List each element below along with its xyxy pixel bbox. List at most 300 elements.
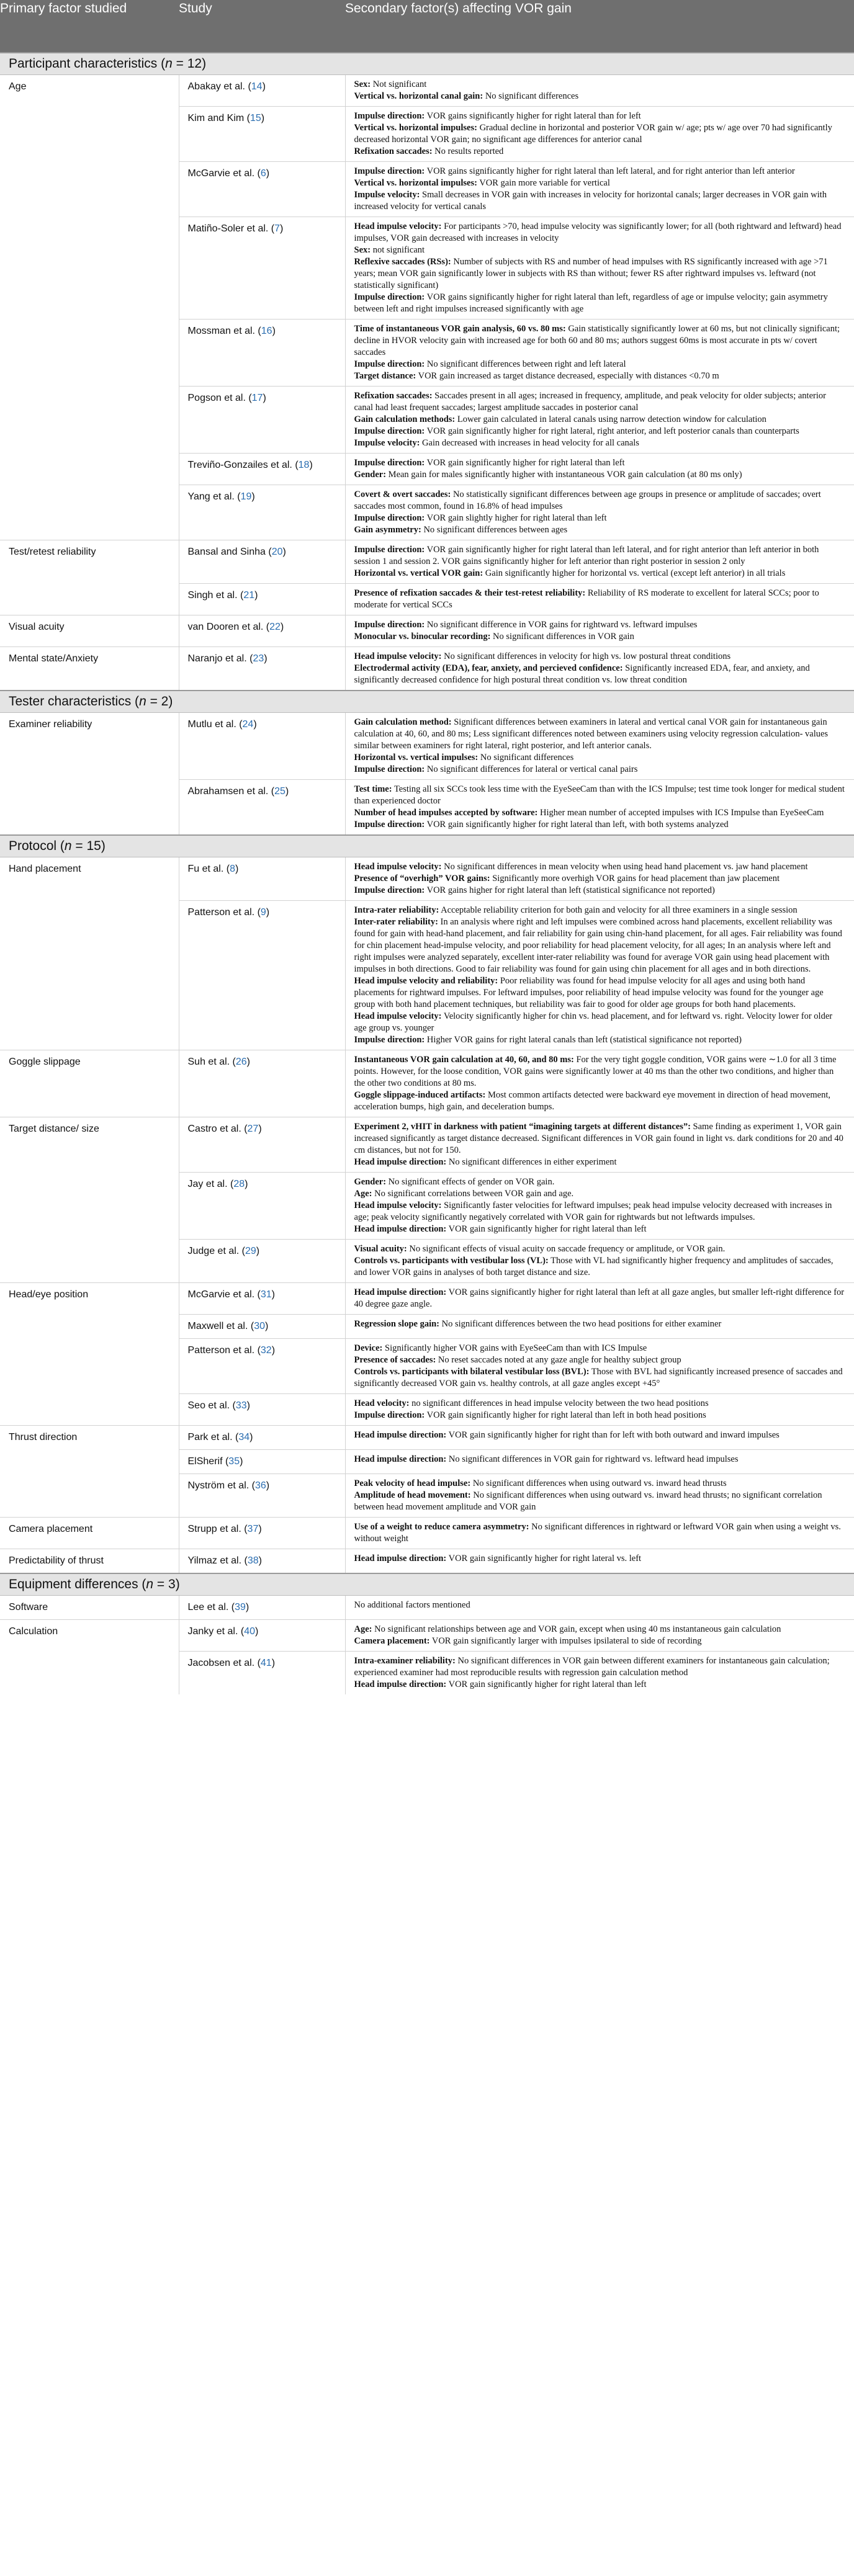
finding-text: VOR gains significantly higher for right lateral than for left xyxy=(425,111,641,121)
finding-label: Horizontal vs. vertical VOR gain: xyxy=(354,568,483,578)
finding-line xyxy=(354,717,846,752)
finding-label: Age: xyxy=(354,1624,372,1634)
section-title xyxy=(0,53,854,75)
secondary-factors-cell xyxy=(345,1339,854,1394)
finding-label: Head impulse velocity: xyxy=(354,1011,442,1021)
secondary-factors-cell xyxy=(345,1518,854,1549)
finding-line xyxy=(354,1223,846,1235)
finding-line xyxy=(354,91,846,102)
finding-line xyxy=(354,1655,846,1679)
study-cell xyxy=(179,1240,345,1283)
study-cell xyxy=(179,713,345,780)
finding-label: Head impulse velocity: xyxy=(354,1201,442,1210)
finding-label: Amplitude of head movement: xyxy=(354,1490,471,1500)
finding-text: No significant differences xyxy=(483,91,579,101)
reference-link[interactable]: 30 xyxy=(254,1321,265,1331)
header-study: Study xyxy=(179,0,345,53)
finding-label: Time of instantaneous VOR gain analysis, 60 vs. 80 ms: xyxy=(354,324,566,334)
finding-line xyxy=(354,807,846,819)
finding-line xyxy=(354,1156,846,1168)
finding-label: Impulse direction: xyxy=(354,359,425,369)
study-cell xyxy=(179,1283,345,1315)
finding-label: Impulse direction: xyxy=(354,820,425,830)
reference-link[interactable]: 6 xyxy=(260,168,266,179)
finding-line xyxy=(354,1243,846,1255)
study-author: Naranjo et al. ( xyxy=(187,653,253,664)
study-cell xyxy=(179,615,345,647)
study-author: Castro et al. ( xyxy=(187,1124,248,1134)
study-ref-close: ) xyxy=(240,1456,243,1467)
finding-line xyxy=(354,1188,846,1200)
finding-text: Small decreases in VOR gain with increases in velocity for horizontal canals; larger decreases in VOR gain with increased velocity for vertical canals xyxy=(354,190,827,212)
reference-link[interactable]: 33 xyxy=(235,1400,247,1411)
primary-factor-cell: Hand placement xyxy=(0,857,179,1050)
finding-line xyxy=(354,544,846,568)
finding-text: No significant differences for lateral or vertical canal pairs xyxy=(425,764,638,774)
table-row xyxy=(0,1596,854,1620)
finding-line xyxy=(354,885,846,897)
finding-label: Gain calculation methods: xyxy=(354,414,456,424)
section-title-n: n xyxy=(146,1577,154,1591)
finding-text: VOR gain significantly higher for right than for left with both outward and inward impulses xyxy=(446,1430,780,1440)
finding-label: Presence of “overhigh” VOR gains: xyxy=(354,874,490,883)
reference-link[interactable]: 32 xyxy=(260,1345,272,1356)
study-cell xyxy=(179,75,345,107)
study-ref-close: ) xyxy=(271,1345,276,1356)
study-cell xyxy=(179,857,345,901)
secondary-factors-cell xyxy=(345,1474,854,1518)
study-cell xyxy=(179,1050,345,1117)
finding-text: Those with VL had significantly higher frequency and amplitudes of saccades, and lower VOR gains in analyses of both target distance and size. xyxy=(354,1256,834,1277)
finding-text: Higher mean number of accepted impulses with ICS Impulse than EyeSeeCam xyxy=(537,808,824,818)
study-author: van Dooren et al. ( xyxy=(187,622,270,632)
finding-line xyxy=(354,1343,846,1354)
section-title-suffix: = 15) xyxy=(71,839,106,853)
finding-label: Head impulse direction: xyxy=(354,1679,447,1689)
finding-label: Camera placement: xyxy=(354,1636,430,1646)
finding-label: Gender: xyxy=(354,470,387,480)
finding-label: Inter-rater reliability: xyxy=(354,917,438,927)
finding-label: Refixation saccades: xyxy=(354,146,433,156)
study-author: Nyström et al. ( xyxy=(187,1480,255,1491)
study-ref-close: ) xyxy=(255,1626,259,1637)
study-ref-close: ) xyxy=(266,907,270,918)
secondary-factors-cell xyxy=(345,540,854,584)
finding-text: Reliability of RS moderate to excellent for lateral SCCs; poor to moderate for vertical SCCs xyxy=(354,588,819,610)
finding-line xyxy=(354,1521,846,1545)
finding-line xyxy=(354,1034,846,1046)
finding-label: Gain calculation method: xyxy=(354,717,452,727)
finding-text: For participants >70, head impulse velocity was significantly lower; for all (both rightward and leftward) head impulses, VOR gain decreased with increases in velocity xyxy=(354,221,842,243)
finding-text: no significant differences in head impulse velocity between the two head positions xyxy=(409,1398,709,1408)
reference-link[interactable]: 7 xyxy=(274,223,281,234)
finding-label: Impulse direction: xyxy=(354,545,425,555)
study-author: Kim and Kim ( xyxy=(187,113,250,123)
study-ref-close: ) xyxy=(263,393,266,403)
finding-label: Impulse direction: xyxy=(354,513,425,523)
finding-label: Impulse direction: xyxy=(354,111,425,121)
reference-link[interactable]: 31 xyxy=(260,1289,272,1300)
finding-line xyxy=(354,166,846,177)
secondary-factors-cell xyxy=(345,1620,854,1652)
finding-line xyxy=(354,588,846,611)
secondary-factors-cell xyxy=(345,387,854,454)
reference-link[interactable]: 20 xyxy=(271,547,283,557)
finding-line xyxy=(354,437,846,449)
primary-factor-cell: Head/eye position xyxy=(0,1283,179,1426)
finding-label: Gain asymmetry: xyxy=(354,525,421,535)
study-ref-close: ) xyxy=(246,1400,250,1411)
table-body xyxy=(0,53,854,1694)
study-ref-close: ) xyxy=(256,1246,260,1256)
finding-line xyxy=(354,631,846,643)
finding-line xyxy=(354,457,846,469)
study-ref-close: ) xyxy=(258,1124,262,1134)
section-title-prefix: Protocol ( xyxy=(9,839,65,853)
finding-label: Controls vs. participants with bilateral vestibular loss (BVL): xyxy=(354,1367,590,1377)
primary-factor-cell: Predictability of thrust xyxy=(0,1549,179,1574)
finding-line xyxy=(354,905,846,916)
study-author: Singh et al. ( xyxy=(187,590,244,601)
table-row xyxy=(0,1426,854,1450)
finding-text: No significant correlations between VOR gain and age. xyxy=(372,1189,574,1199)
finding-text: No significant differences in velocity for high vs. low postural threat conditions xyxy=(441,651,731,661)
finding-line xyxy=(354,651,846,663)
finding-text: No significant differences when using outward vs. inward head thrusts xyxy=(470,1478,727,1488)
reference-link[interactable]: 34 xyxy=(238,1432,250,1442)
reference-link[interactable]: 29 xyxy=(245,1246,256,1256)
finding-line xyxy=(354,1553,846,1565)
study-cell xyxy=(179,780,345,836)
study-author: Yilmaz et al. ( xyxy=(187,1555,248,1566)
reference-link[interactable]: 24 xyxy=(242,719,254,730)
finding-text: Acceptable reliability criterion for both gain and velocity for all three examiners in a single session xyxy=(439,905,798,915)
reference-link[interactable]: 26 xyxy=(235,1057,247,1067)
section-title xyxy=(0,835,854,857)
study-author: Treviño-Gonzailes et al. ( xyxy=(187,460,299,470)
finding-text: Those with BVL had significantly increased presence of saccades and significantly decreased VOR gain vs. healthy controls, at all gaze angles except +45° xyxy=(354,1367,843,1389)
finding-line xyxy=(354,873,846,885)
study-author: Pogson et al. ( xyxy=(187,393,252,403)
study-cell xyxy=(179,107,345,162)
study-author: McGarvie et al. ( xyxy=(187,168,261,179)
reference-link[interactable]: 28 xyxy=(233,1179,245,1189)
finding-label: Vertical vs. horizontal impulses: xyxy=(354,123,477,133)
table-row xyxy=(0,1117,854,1173)
finding-label: Impulse direction: xyxy=(354,292,425,302)
finding-line xyxy=(354,1287,846,1310)
finding-line xyxy=(354,244,846,256)
finding-label: Vertical vs. horizontal canal gain: xyxy=(354,91,483,101)
secondary-factors-cell xyxy=(345,1549,854,1574)
secondary-factors-cell xyxy=(345,780,854,836)
finding-label: Goggle slippage-induced artifacts: xyxy=(354,1090,486,1100)
study-ref-close: ) xyxy=(266,168,270,179)
finding-label: Impulse direction: xyxy=(354,1410,425,1420)
study-author: Mutlu et al. ( xyxy=(187,719,243,730)
reference-link[interactable]: 38 xyxy=(247,1555,259,1566)
finding-label: Impulse direction: xyxy=(354,1035,425,1045)
section-row xyxy=(0,1573,854,1596)
study-author: Suh et al. ( xyxy=(187,1057,236,1067)
finding-text: VOR gains higher for right lateral than left (statistical significance not reported) xyxy=(425,885,715,895)
reference-link[interactable]: 15 xyxy=(249,113,261,123)
finding-label: Head velocity: xyxy=(354,1398,410,1408)
table-row xyxy=(0,1549,854,1574)
study-cell xyxy=(179,320,345,387)
finding-text: No significant differences when using outward vs. inward head thrusts; no significant correlation between head movement amplitude and VOR gain xyxy=(354,1490,822,1512)
study-author: ElSherif ( xyxy=(187,1456,229,1467)
finding-text: Velocity significantly higher for chin vs. head placement, and for leftward vs. right. Velocity lower for older age group vs. younger xyxy=(354,1011,833,1033)
finding-text: Lower gain calculated in lateral canals using narrow detection window for calculation xyxy=(455,414,766,424)
study-ref-close: ) xyxy=(258,1524,262,1534)
finding-text: In an analysis where right and left impulses were combined across hand placements, excellent reliability was found for gain with head-hand placement, and fair reliability for gain using chin-hand placement, for all ages. Fair reliability was found for chin placement head-impulse velocity, and poor reliability for head placement velocity, for all ages; In an analysis where left and right impulses were analyzed separately, excellent inter-rater reliability was found for average VOR gain using head placement with impulses in both directions. Good to fair reliability was found for gain using chin placement for all ages and in both directions. xyxy=(354,917,842,974)
finding-label: Sex: xyxy=(354,79,371,89)
study-ref-close: ) xyxy=(262,81,266,92)
finding-line xyxy=(354,619,846,631)
reference-link[interactable]: 22 xyxy=(269,622,281,632)
finding-line xyxy=(354,323,846,359)
finding-line xyxy=(354,784,846,807)
study-author: Abakay et al. ( xyxy=(187,81,251,92)
section-title-suffix: = 2) xyxy=(146,694,173,709)
reference-link[interactable]: 21 xyxy=(243,590,255,601)
primary-factor-cell: Camera placement xyxy=(0,1518,179,1549)
study-ref-close: ) xyxy=(245,1602,249,1612)
reference-link[interactable]: 9 xyxy=(260,907,266,918)
secondary-factors-cell xyxy=(345,1050,854,1117)
finding-label: Presence of refixation saccades & their test-retest reliability: xyxy=(354,588,586,598)
finding-text: VOR gain significantly higher for right lateral than left xyxy=(425,458,625,468)
finding-line xyxy=(354,1624,846,1635)
reference-link[interactable]: 37 xyxy=(247,1524,259,1534)
finding-line xyxy=(354,146,846,158)
secondary-factors-cell xyxy=(345,1394,854,1426)
header-secondary-factors: Secondary factor(s) affecting VOR gain xyxy=(345,0,854,53)
finding-text: Significant differences between examiners in lateral and vertical canal VOR gain for instantaneous gain calculation at 40, 60, and 80 ms; Less significant differences noted between examiners using velocity regression calculation- values similar between examiners for right lateral, right posterior, and left anterior canals. xyxy=(354,717,829,751)
reference-link[interactable]: 40 xyxy=(244,1626,255,1637)
finding-label: Reflexive saccades (RSs): xyxy=(354,257,451,267)
primary-factor-cell: Examiner reliability xyxy=(0,713,179,836)
finding-text: Significantly higher VOR gains with EyeSeeCam than with ICS Impulse xyxy=(382,1343,647,1353)
study-author: Patterson et al. ( xyxy=(187,1345,261,1356)
reference-link[interactable]: 25 xyxy=(274,786,285,797)
finding-line xyxy=(354,1679,846,1691)
finding-text: Higher VOR gains for right lateral canals than left (statistical significance not reported) xyxy=(425,1035,742,1045)
secondary-factors-cell xyxy=(345,1652,854,1695)
study-cell xyxy=(179,901,345,1050)
finding-text: VOR gain significantly higher for right lateral than left xyxy=(446,1224,647,1234)
section-row xyxy=(0,835,854,857)
study-author: Mossman et al. ( xyxy=(187,326,261,336)
finding-line xyxy=(354,390,846,414)
finding-text: No significant effects of visual acuity on saccade frequency or amplitude, or VOR gain. xyxy=(407,1244,726,1254)
finding-line xyxy=(354,414,846,426)
finding-line xyxy=(354,975,846,1011)
finding-label: Head impulse direction: xyxy=(354,1224,447,1234)
study-cell xyxy=(179,1518,345,1549)
study-cell xyxy=(179,647,345,691)
finding-text: Not significant xyxy=(371,79,427,89)
finding-line xyxy=(354,1398,846,1410)
section-title-n: n xyxy=(139,694,146,709)
finding-text: No significant differences in VOR gain for rightward vs. leftward head impulses xyxy=(446,1454,739,1464)
finding-label: Impulse direction: xyxy=(354,426,425,436)
study-author: Seo et al. ( xyxy=(187,1400,236,1411)
finding-text: No significant differences in either experiment xyxy=(446,1157,617,1167)
study-author: Fu et al. ( xyxy=(187,864,230,874)
reference-link[interactable]: 19 xyxy=(240,491,252,502)
finding-line xyxy=(354,1200,846,1223)
secondary-factors-cell xyxy=(345,454,854,485)
finding-text: No statistically significant differences between age groups in presence or amplitude of saccades; overt saccades most common, found in 16.8% of head impulses xyxy=(354,490,821,511)
finding-label: Head impulse direction: xyxy=(354,1287,447,1297)
finding-line xyxy=(354,79,846,91)
table-header xyxy=(0,0,854,53)
finding-label: Use of a weight to reduce camera asymmetry: xyxy=(354,1522,529,1532)
finding-label: Impulse velocity: xyxy=(354,190,420,200)
finding-label: Regression slope gain: xyxy=(354,1319,439,1329)
finding-line xyxy=(354,359,846,370)
secondary-factors-cell xyxy=(345,217,854,320)
reference-link[interactable]: 36 xyxy=(254,1480,266,1491)
reference-link[interactable]: 14 xyxy=(251,81,263,92)
table-row xyxy=(0,540,854,584)
finding-line xyxy=(354,1089,846,1113)
study-author: Jay et al. ( xyxy=(187,1179,234,1189)
finding-label: Vertical vs. horizontal impulses: xyxy=(354,178,477,188)
finding-text: Saccades present in all ages; increased in frequency, amplitude, and peak velocity for older subjects; anterior canal had least frequent saccades; largest amplitude saccades in posterior canal xyxy=(354,391,826,413)
section-title-prefix: Participant characteristics ( xyxy=(9,56,166,71)
finding-label: Head impulse direction: xyxy=(354,1554,447,1563)
finding-text: VOR gain significantly higher for right lateral than left in both head positions xyxy=(425,1410,706,1420)
study-cell xyxy=(179,1173,345,1240)
reference-link[interactable]: 18 xyxy=(298,460,310,470)
study-ref-close: ) xyxy=(265,1321,269,1331)
finding-line xyxy=(354,469,846,481)
finding-line xyxy=(354,1318,846,1330)
finding-line xyxy=(354,426,846,437)
study-ref-close: ) xyxy=(235,864,239,874)
finding-text: No significant effects of gender on VOR gain. xyxy=(386,1177,555,1187)
finding-text: VOR gain significantly higher for right lateral than left, with both systems analyzed xyxy=(425,820,729,830)
secondary-factors-cell xyxy=(345,320,854,387)
study-author: Patterson et al. ( xyxy=(187,907,261,918)
finding-line xyxy=(354,1366,846,1390)
reference-link[interactable]: 41 xyxy=(260,1658,272,1668)
finding-text: Mean gain for males significantly higher with instantaneous VOR gain calculation (at 80 ms only) xyxy=(386,470,742,480)
secondary-factors-cell xyxy=(345,615,854,647)
reference-link[interactable]: 16 xyxy=(261,326,272,336)
finding-label: Impulse direction: xyxy=(354,166,425,176)
reference-link[interactable]: 17 xyxy=(251,393,263,403)
finding-label: Target distance: xyxy=(354,371,416,381)
finding-line xyxy=(354,122,846,146)
finding-text: Number of subjects with RS and number of head impulses with RS significantly increased with age >71 years; mean VOR gain significantly lower in subjects with RS than without; fewer RS after rightward impulses vs. leftward (not statistically significant) xyxy=(354,257,828,290)
finding-line xyxy=(354,524,846,536)
finding-label: Impulse direction: xyxy=(354,620,425,630)
finding-text: Significantly faster velocities for leftward impulses; peak head impulse velocity decreased with increases in age; peak velocity significantly negatively correlated with VOR gain for rightwards but not leftwards impulses. xyxy=(354,1201,832,1222)
study-ref-close: ) xyxy=(285,786,289,797)
section-row xyxy=(0,691,854,713)
finding-text: Gain statistically significantly lower at 60 ms, but not clinically significant; decline in HVOR velocity gain with increased age for both 60 and 80 ms; authors suggest 60ms is most accurate in pts w/ covert saccades xyxy=(354,324,840,357)
reference-link[interactable]: 23 xyxy=(253,653,264,664)
finding-line xyxy=(354,221,846,244)
section-title xyxy=(0,1573,854,1596)
reference-link[interactable]: 8 xyxy=(230,864,235,874)
study-ref-close: ) xyxy=(258,1555,262,1566)
finding-label: Head impulse direction: xyxy=(354,1430,447,1440)
finding-label: Impulse velocity: xyxy=(354,438,420,448)
study-cell xyxy=(179,1117,345,1173)
section-title-prefix: Equipment differences ( xyxy=(9,1577,146,1591)
finding-line xyxy=(354,568,846,579)
study-ref-close: ) xyxy=(251,491,255,502)
study-author: Strupp et al. ( xyxy=(187,1524,248,1534)
finding-text: No significant relationships between age and VOR gain, except when using 40 ms instantaneous gain calculation xyxy=(372,1624,781,1634)
finding-label: Intra-rater reliability: xyxy=(354,905,439,915)
reference-link[interactable]: 35 xyxy=(228,1456,240,1467)
header-primary-factor: Primary factor studied xyxy=(0,0,179,53)
table-row xyxy=(0,857,854,901)
finding-label: Impulse direction: xyxy=(354,458,425,468)
section-title-n: n xyxy=(64,839,72,853)
finding-label: Controls vs. participants with vestibular loss (VL): xyxy=(354,1256,549,1266)
primary-factor-cell: Goggle slippage xyxy=(0,1050,179,1117)
finding-text: not significant xyxy=(371,245,425,255)
finding-label: Impulse direction: xyxy=(354,885,425,895)
finding-text: Gain decreased with increases in head velocity for all canals xyxy=(420,438,639,448)
finding-label: Head impulse velocity and reliability: xyxy=(354,976,498,986)
finding-text: VOR gain slightly higher for right lateral than left xyxy=(425,513,607,523)
primary-factor-cell: Software xyxy=(0,1596,179,1620)
reference-link[interactable]: 27 xyxy=(247,1124,259,1134)
study-author: Bansal and Sinha ( xyxy=(187,547,272,557)
section-title-suffix: = 12) xyxy=(172,56,207,71)
table-row xyxy=(0,75,854,107)
table-row xyxy=(0,1518,854,1549)
finding-line xyxy=(354,1255,846,1279)
study-cell xyxy=(179,1596,345,1620)
section-row xyxy=(0,53,854,75)
finding-label: Monocular vs. binocular recording: xyxy=(354,632,491,642)
finding-text: No significant differences between right and left lateral xyxy=(425,359,626,369)
table-row xyxy=(0,615,854,647)
finding-label: Presence of saccades: xyxy=(354,1355,436,1365)
finding-label: Head impulse velocity: xyxy=(354,221,442,231)
study-ref-close: ) xyxy=(264,653,267,664)
finding-text: VOR gain significantly higher for right lateral vs. left xyxy=(446,1554,642,1563)
finding-text: Poor reliability was found for head impulse velocity for all ages and using both hand placements for rightward impulses. For leftward impulses, poor reliability of head impulse velocity was found for the younger age group with both hand placement techniques, but reliability was fair to good for older age groups for both hand placements. xyxy=(354,976,824,1009)
finding-text: Most common artifacts detected were backward eye movement in direction of head movement, acceleration bumps, high gain, and deceleration bumps. xyxy=(354,1090,830,1112)
finding-text: No significant differences in rightward or leftward VOR gain when using a weight vs. without weight xyxy=(354,1522,841,1544)
finding-text: VOR gain significantly higher for right lateral than left lateral, and for right anterior than left anterior in both session 1 and session 2. VOR gains significantly higher for left anterior than right posterior in session 2 only xyxy=(354,545,819,566)
secondary-factors-cell xyxy=(345,1596,854,1620)
finding-line xyxy=(354,256,846,292)
study-ref-close: ) xyxy=(280,223,284,234)
table-row xyxy=(0,1050,854,1117)
finding-label: Head impulse direction: xyxy=(354,1157,447,1167)
study-cell xyxy=(179,1620,345,1652)
secondary-factors-cell xyxy=(345,1240,854,1283)
section-title-prefix: Tester characteristics ( xyxy=(9,694,140,709)
finding-line xyxy=(354,861,846,873)
study-author: Lee et al. ( xyxy=(187,1602,235,1612)
finding-label: Head impulse direction: xyxy=(354,1454,447,1464)
reference-link[interactable]: 39 xyxy=(235,1602,246,1612)
finding-text: Significantly more overhigh VOR gains for head placement than jaw placement xyxy=(490,874,780,883)
finding-text: VOR gains significantly higher for right lateral than left, regardless of age or impulse velocity; gain asymmetry between left and right impulses increased significantly with age xyxy=(354,292,828,314)
